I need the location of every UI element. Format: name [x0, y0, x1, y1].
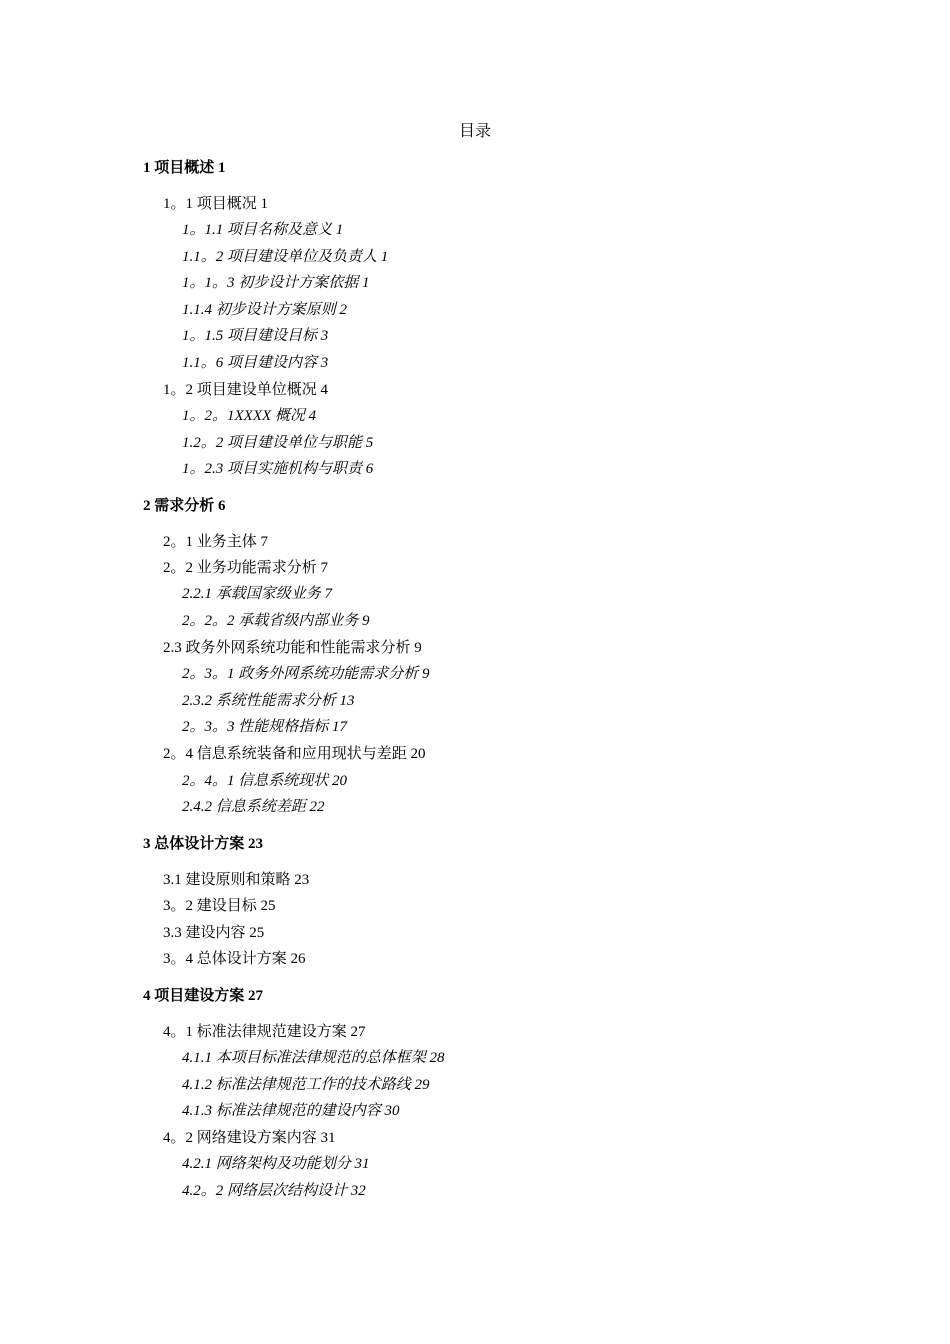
toc-entry-level1: 3 总体设计方案 23: [143, 836, 264, 852]
toc-entry-level2: 3.3 建设内容 25: [163, 925, 265, 941]
toc-entry-level3: 1。2.3 项目实施机构与职责 6: [182, 461, 374, 477]
toc-entry-level2: 4。2 网络建设方案内容 31: [163, 1130, 336, 1146]
toc-entry-level3: 2。3。3 性能规格指标 17: [182, 719, 348, 735]
toc-entry-level2: 2。1 业务主体 7: [163, 534, 269, 550]
toc-entry-level3: 1.1。2 项目建设单位及负责人 1: [182, 249, 389, 265]
toc-title: 目录: [458, 123, 491, 140]
toc-entry-level2: 2.3 政务外网系统功能和性能需求分析 9: [163, 640, 422, 656]
toc-entry-level2: 2。4 信息系统装备和应用现状与差距 20: [163, 746, 426, 762]
toc-entry-level3: 2。4。1 信息系统现状 20: [182, 773, 348, 789]
toc-entry-level2: 1。1 项目概况 1: [163, 196, 269, 212]
toc-entry-level2: 2。2 业务功能需求分析 7: [163, 560, 329, 576]
toc-entry-level1: 1 项目概述 1: [143, 160, 226, 176]
toc-entry-level3: 1.2。2 项目建设单位与职能 5: [182, 435, 374, 451]
toc-entry-level3: 4.1.2 标准法律规范工作的技术路线 29: [182, 1077, 430, 1093]
toc-entry-level3: 2。2。2 承载省级内部业务 9: [182, 613, 370, 629]
toc-entry-level3: 2。3。1 政务外网系统功能需求分析 9: [182, 666, 430, 682]
toc-entry-level3: 1。1。3 初步设计方案依据 1: [182, 275, 370, 291]
toc-entry-level3: 1。2。1XXXX 概况 4: [182, 408, 317, 424]
toc-entry-level3: 4.2。2 网络层次结构设计 32: [182, 1183, 366, 1199]
toc-entry-level1: 4 项目建设方案 27: [143, 988, 264, 1004]
toc-entry-level3: 2.2.1 承载国家级业务 7: [182, 586, 333, 602]
toc-entry-level3: 1.1.4 初步设计方案原则 2: [182, 302, 348, 318]
toc-entry-level2: 3。4 总体设计方案 26: [163, 951, 306, 967]
toc-entry-level3: 1.1。6 项目建设内容 3: [182, 355, 329, 371]
toc-entry-level3: 4.2.1 网络架构及功能划分 31: [182, 1156, 370, 1172]
toc-entry-level3: 1。1.1 项目名称及意义 1: [182, 222, 344, 238]
toc-entry-level2: 1。2 项目建设单位概况 4: [163, 382, 329, 398]
toc-entry-level2: 4。1 标准法律规范建设方案 27: [163, 1024, 366, 1040]
toc-entry-level3: 4.1.1 本项目标准法律规范的总体框架 28: [182, 1050, 445, 1066]
toc-entry-level3: 2.4.2 信息系统差距 22: [182, 799, 325, 815]
toc-entry-level3: 2.3.2 系统性能需求分析 13: [182, 693, 355, 709]
toc-entry-level3: 1。1.5 项目建设目标 3: [182, 328, 329, 344]
toc-entry-level1: 2 需求分析 6: [143, 498, 226, 514]
toc-entry-level3: 4.1.3 标准法律规范的建设内容 30: [182, 1103, 400, 1119]
toc-entry-level2: 3.1 建设原则和策略 23: [163, 872, 310, 888]
toc-entry-level2: 3。2 建设目标 25: [163, 898, 276, 914]
